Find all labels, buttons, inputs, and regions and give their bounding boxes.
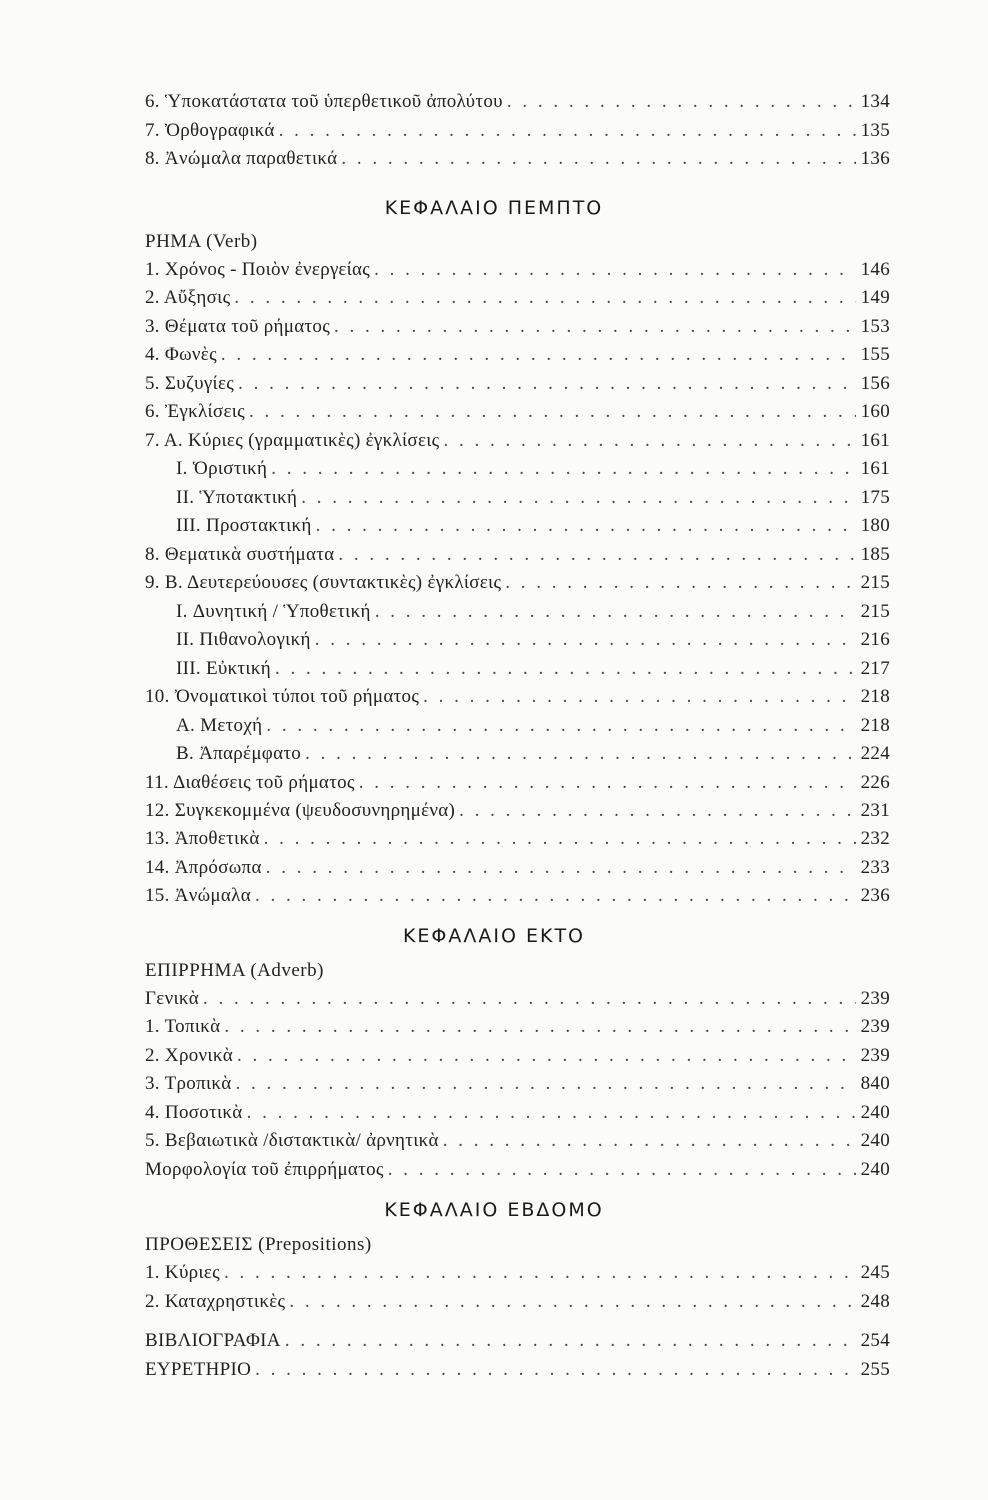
- entry-label: [145, 854, 262, 882]
- entry-number: 9.: [145, 572, 160, 593]
- toc-entry: [145, 427, 890, 455]
- entry-number: III.: [176, 515, 201, 536]
- entry-page: 239: [860, 1016, 890, 1037]
- entry-page: 239: [860, 1045, 890, 1066]
- entry-title: Συζυγίες: [164, 373, 235, 394]
- entry-label: [145, 1327, 281, 1355]
- leader-dots: [443, 1127, 856, 1155]
- leader-dots: [266, 712, 856, 740]
- toc-entry: [145, 370, 890, 398]
- entry-title: Γενικὰ: [145, 988, 199, 1009]
- entry-number: I.: [176, 601, 188, 622]
- toc-entry-index: [145, 1356, 890, 1384]
- entry-page: 233: [860, 857, 890, 878]
- entry-page: 240: [860, 1102, 890, 1123]
- entry-title: Κύριες: [164, 1262, 220, 1283]
- entry-label: [176, 598, 371, 626]
- entry-number: 5.: [145, 373, 160, 394]
- toc-entry: [145, 117, 890, 145]
- toc-entry: [145, 541, 890, 569]
- entry-number: 8.: [145, 148, 160, 169]
- toc-entry: [145, 313, 890, 341]
- toc-entry: [176, 712, 890, 740]
- entry-page: 840: [860, 1073, 890, 1094]
- entry-title: Μετοχή: [200, 715, 263, 736]
- entry-title: Ἀποθετικὰ: [174, 828, 260, 849]
- leader-dots: [359, 769, 856, 797]
- leader-dots: [203, 985, 856, 1013]
- entry-title: Ἀνώμαλα: [174, 885, 251, 906]
- entry-label: [145, 427, 440, 455]
- entry-title: Ὁριστική: [192, 458, 268, 479]
- entry-number: 14.: [145, 857, 170, 878]
- entry-title: Προστακτική: [206, 515, 312, 536]
- entry-page: 155: [860, 344, 890, 365]
- entry-label: [145, 569, 501, 597]
- entry-number: 4.: [145, 344, 160, 365]
- entry-title: Μορφολογία τοῦ ἐπιρρήματος: [145, 1159, 384, 1180]
- entry-page: 245: [860, 1262, 890, 1283]
- leader-dots: [338, 541, 856, 569]
- leader-dots: [236, 1070, 857, 1098]
- entry-title: Ὀνοματικοὶ τύποι τοῦ ρήματος: [174, 686, 420, 707]
- entry-title: Τροπικὰ: [164, 1073, 232, 1094]
- leader-dots: [315, 626, 856, 654]
- entry-label: [145, 1013, 220, 1041]
- toc-entry: [176, 626, 890, 654]
- entry-title: Ἀπαρέμφατο: [199, 743, 302, 764]
- leader-dots: [316, 512, 856, 540]
- entry-title: Ὑποκατάστατα τοῦ ὑπερθετικοῦ ἀπολύτου: [164, 91, 503, 112]
- toc-entry: [145, 825, 890, 853]
- entry-label: [176, 655, 271, 683]
- entry-number: 15.: [145, 885, 170, 906]
- leader-dots: [237, 1042, 856, 1070]
- toc-entry: [145, 1259, 890, 1287]
- entry-title: Τοπικὰ: [164, 1016, 221, 1037]
- entry-page: 218: [860, 686, 890, 707]
- entry-label: [145, 985, 199, 1013]
- entry-label: [176, 740, 301, 768]
- entry-number: I.: [176, 458, 188, 479]
- toc-entry: [145, 1042, 890, 1070]
- entry-label: [145, 313, 330, 341]
- entry-number: 6.: [145, 91, 160, 112]
- entry-title: Διαθέσεις τοῦ ρήματος: [172, 772, 355, 793]
- entry-label: [145, 1259, 220, 1287]
- entry-title: Β. Δευτερεύουσες (συντακτικὲς) ἐγκλίσεις: [164, 572, 502, 593]
- entry-page: 217: [860, 658, 890, 679]
- toc-entry: [145, 145, 890, 173]
- entry-page: 254: [860, 1330, 890, 1351]
- leader-dots: [375, 598, 856, 626]
- entry-label: [176, 455, 267, 483]
- entry-page: 135: [860, 120, 890, 141]
- leader-dots: [247, 1099, 856, 1127]
- entry-number: 5.: [145, 1130, 160, 1151]
- entry-title: Βεβαιωτικὰ /διστακτικὰ/ ἀρνητικὰ: [164, 1130, 439, 1151]
- toc-entry: [145, 341, 890, 369]
- section-title: ΡΗΜΑ (Verb): [145, 231, 258, 252]
- toc-entry: [145, 1288, 890, 1316]
- entry-label: [145, 541, 334, 569]
- leader-dots: [249, 398, 856, 426]
- leader-dots: [255, 1356, 856, 1384]
- entry-title: Θέματα τοῦ ρήματος: [164, 316, 331, 337]
- entry-number: II.: [176, 487, 195, 508]
- leader-dots: [289, 1288, 856, 1316]
- entry-number: 2.: [145, 1291, 160, 1312]
- entry-number: II.: [176, 629, 195, 650]
- entry-number: 12.: [145, 800, 170, 821]
- entry-page: 215: [860, 572, 890, 593]
- entry-page: 175: [860, 487, 890, 508]
- chapter-heading: ΚΕΦΑΛΑΙΟ ΕΚΤΟ: [402, 925, 586, 947]
- leader-dots: [374, 256, 856, 284]
- toc-entry: [145, 985, 890, 1013]
- entry-number: 1.: [145, 1016, 160, 1037]
- entry-page: 248: [860, 1291, 890, 1312]
- leader-dots: [234, 284, 856, 312]
- leader-dots: [224, 1259, 856, 1287]
- toc-entry: [145, 1156, 890, 1184]
- toc-entry: [145, 1070, 890, 1098]
- entry-title: Χρόνος - Ποιὸν ἐνεργείας: [164, 259, 371, 280]
- entry-label: [145, 1288, 285, 1316]
- entry-number: 4.: [145, 1102, 160, 1123]
- entry-page: 226: [860, 772, 890, 793]
- entry-label: [145, 88, 503, 116]
- entry-page: 136: [860, 148, 890, 169]
- entry-page: 231: [860, 800, 890, 821]
- entry-label: [176, 712, 262, 740]
- leader-dots: [255, 882, 856, 910]
- leader-dots: [505, 569, 856, 597]
- toc-entry: [145, 769, 890, 797]
- entry-page: 239: [860, 988, 890, 1009]
- toc-entry: [176, 484, 890, 512]
- entry-page: 236: [860, 885, 890, 906]
- entry-page: 232: [860, 828, 890, 849]
- chapter-heading: ΚΕΦΑΛΑΙΟ ΕΒΔΟΜΟ: [384, 1199, 604, 1221]
- entry-title: Ἀπρόσωπα: [174, 857, 262, 878]
- entry-number: III.: [176, 658, 201, 679]
- toc-entry: [145, 797, 890, 825]
- toc-entry: [176, 512, 890, 540]
- entry-title: Πιθανολογική: [199, 629, 311, 650]
- entry-label: [176, 626, 311, 654]
- leader-dots: [444, 427, 857, 455]
- entry-number: 13.: [145, 828, 170, 849]
- toc-entry: [145, 882, 890, 910]
- entry-number: Β.: [176, 743, 195, 764]
- entry-title: Συγκεκομμένα (ψευδοσυνηρημένα): [174, 800, 456, 821]
- entry-label: [145, 797, 455, 825]
- toc-entry: [176, 455, 890, 483]
- entry-number: 1.: [145, 259, 160, 280]
- entry-number: 10.: [145, 686, 170, 707]
- toc-entry: [145, 1013, 890, 1041]
- entry-number: 2.: [145, 1045, 160, 1066]
- entry-page: 153: [860, 316, 890, 337]
- leader-dots: [238, 370, 856, 398]
- toc-entry: [145, 398, 890, 426]
- entry-label: [145, 341, 217, 369]
- leader-dots: [507, 88, 856, 116]
- toc-entry: [145, 1127, 890, 1155]
- entry-title: Ἐγκλίσεις: [164, 401, 245, 422]
- leader-dots: [275, 655, 856, 683]
- entry-page: 185: [860, 544, 890, 565]
- entry-number: Α.: [176, 715, 196, 736]
- entry-page: 146: [860, 259, 890, 280]
- entry-label: [145, 1156, 384, 1184]
- entry-label: [145, 882, 251, 910]
- entry-title: Εὐκτική: [206, 658, 271, 679]
- entry-label: [145, 769, 355, 797]
- entry-number: 3.: [145, 1073, 160, 1094]
- section-title: ΠΡΟΘΕΣΕΙΣ (Prepositions): [145, 1234, 372, 1255]
- entry-page: 161: [860, 430, 890, 451]
- entry-label: [145, 370, 234, 398]
- entry-title: Αὔξησις: [163, 287, 231, 308]
- toc-entry: [145, 284, 890, 312]
- toc-entry: [176, 598, 890, 626]
- entry-label: [176, 512, 312, 540]
- leader-dots: [459, 797, 856, 825]
- entry-title: Ποσοτικὰ: [164, 1102, 243, 1123]
- toc-entry: [145, 683, 890, 711]
- toc-entry: [145, 256, 890, 284]
- toc-entry: [145, 854, 890, 882]
- entry-title: Ὑποτακτική: [199, 487, 298, 508]
- entry-page: 215: [860, 601, 890, 622]
- leader-dots: [423, 683, 856, 711]
- leader-dots: [301, 484, 856, 512]
- entry-page: 218: [860, 715, 890, 736]
- toc-entry: [145, 88, 890, 116]
- entry-number: 3.: [145, 316, 160, 337]
- entry-number: 8.: [145, 544, 160, 565]
- entry-title: Καταχρηστικὲς: [164, 1291, 286, 1312]
- entry-page: 160: [860, 401, 890, 422]
- entry-title: Χρονικὰ: [164, 1045, 233, 1066]
- entry-label: [145, 1127, 439, 1155]
- leader-dots: [271, 455, 856, 483]
- entry-page: 180: [860, 515, 890, 536]
- entry-page: 156: [860, 373, 890, 394]
- leader-dots: [266, 854, 856, 882]
- entry-number: 2.: [145, 287, 160, 308]
- leader-dots: [285, 1327, 856, 1355]
- section-title: ΕΠΙΡΡΗΜΑ (Adverb): [145, 960, 324, 981]
- toc-entry: [176, 655, 890, 683]
- entry-label: [145, 284, 230, 312]
- entry-label: [145, 145, 337, 173]
- leader-dots: [305, 740, 856, 768]
- leader-dots: [224, 1013, 856, 1041]
- leader-dots: [264, 825, 856, 853]
- entry-title: ΒΙΒΛΙΟΓΡΑΦΙΑ: [145, 1330, 281, 1351]
- entry-label: [145, 825, 260, 853]
- leader-dots: [279, 117, 856, 145]
- entry-page: 134: [860, 91, 890, 112]
- entry-label: [145, 1070, 232, 1098]
- entry-label: [145, 1042, 233, 1070]
- entry-label: [145, 256, 370, 284]
- entry-page: 240: [860, 1159, 890, 1180]
- chapter-heading: ΚΕΦΑΛΑΙΟ ΠΕΜΠΤΟ: [384, 197, 604, 219]
- entry-label: [145, 1356, 251, 1384]
- entry-page: 224: [860, 743, 890, 764]
- entry-label: [145, 117, 275, 145]
- entry-page: 216: [860, 629, 890, 650]
- entry-number: 11.: [145, 772, 169, 793]
- toc-entry-bibliography: [145, 1327, 890, 1355]
- entry-title: Ὀρθογραφικά: [164, 120, 275, 141]
- entry-label: [145, 1099, 243, 1127]
- entry-number: 7.: [145, 430, 160, 451]
- entry-page: 149: [860, 287, 890, 308]
- leader-dots: [341, 145, 856, 173]
- entry-page: 240: [860, 1130, 890, 1151]
- leader-dots: [388, 1156, 856, 1184]
- entry-title: Δυνητική / Ὑποθετική: [192, 601, 371, 622]
- entry-title: Α. Κύριες (γραμματικὲς) ἐγκλίσεις: [163, 430, 440, 451]
- entry-label: [145, 683, 419, 711]
- toc-entry: [176, 740, 890, 768]
- entry-label: [145, 398, 245, 426]
- toc-entry: [145, 1099, 890, 1127]
- entry-page: 161: [860, 458, 890, 479]
- entry-title: Θεματικὰ συστήματα: [164, 544, 335, 565]
- toc-entry: [145, 569, 890, 597]
- entry-number: 7.: [145, 120, 160, 141]
- leader-dots: [334, 313, 856, 341]
- entry-label: [176, 484, 297, 512]
- entry-number: 6.: [145, 401, 160, 422]
- entry-title: ΕΥΡΕΤΗΡΙΟ: [145, 1359, 252, 1380]
- leader-dots: [221, 341, 856, 369]
- entry-title: Ἀνώμαλα παραθετικά: [164, 148, 338, 169]
- entry-title: Φωνὲς: [164, 344, 217, 365]
- entry-page: 255: [860, 1359, 890, 1380]
- entry-number: 1.: [145, 1262, 160, 1283]
